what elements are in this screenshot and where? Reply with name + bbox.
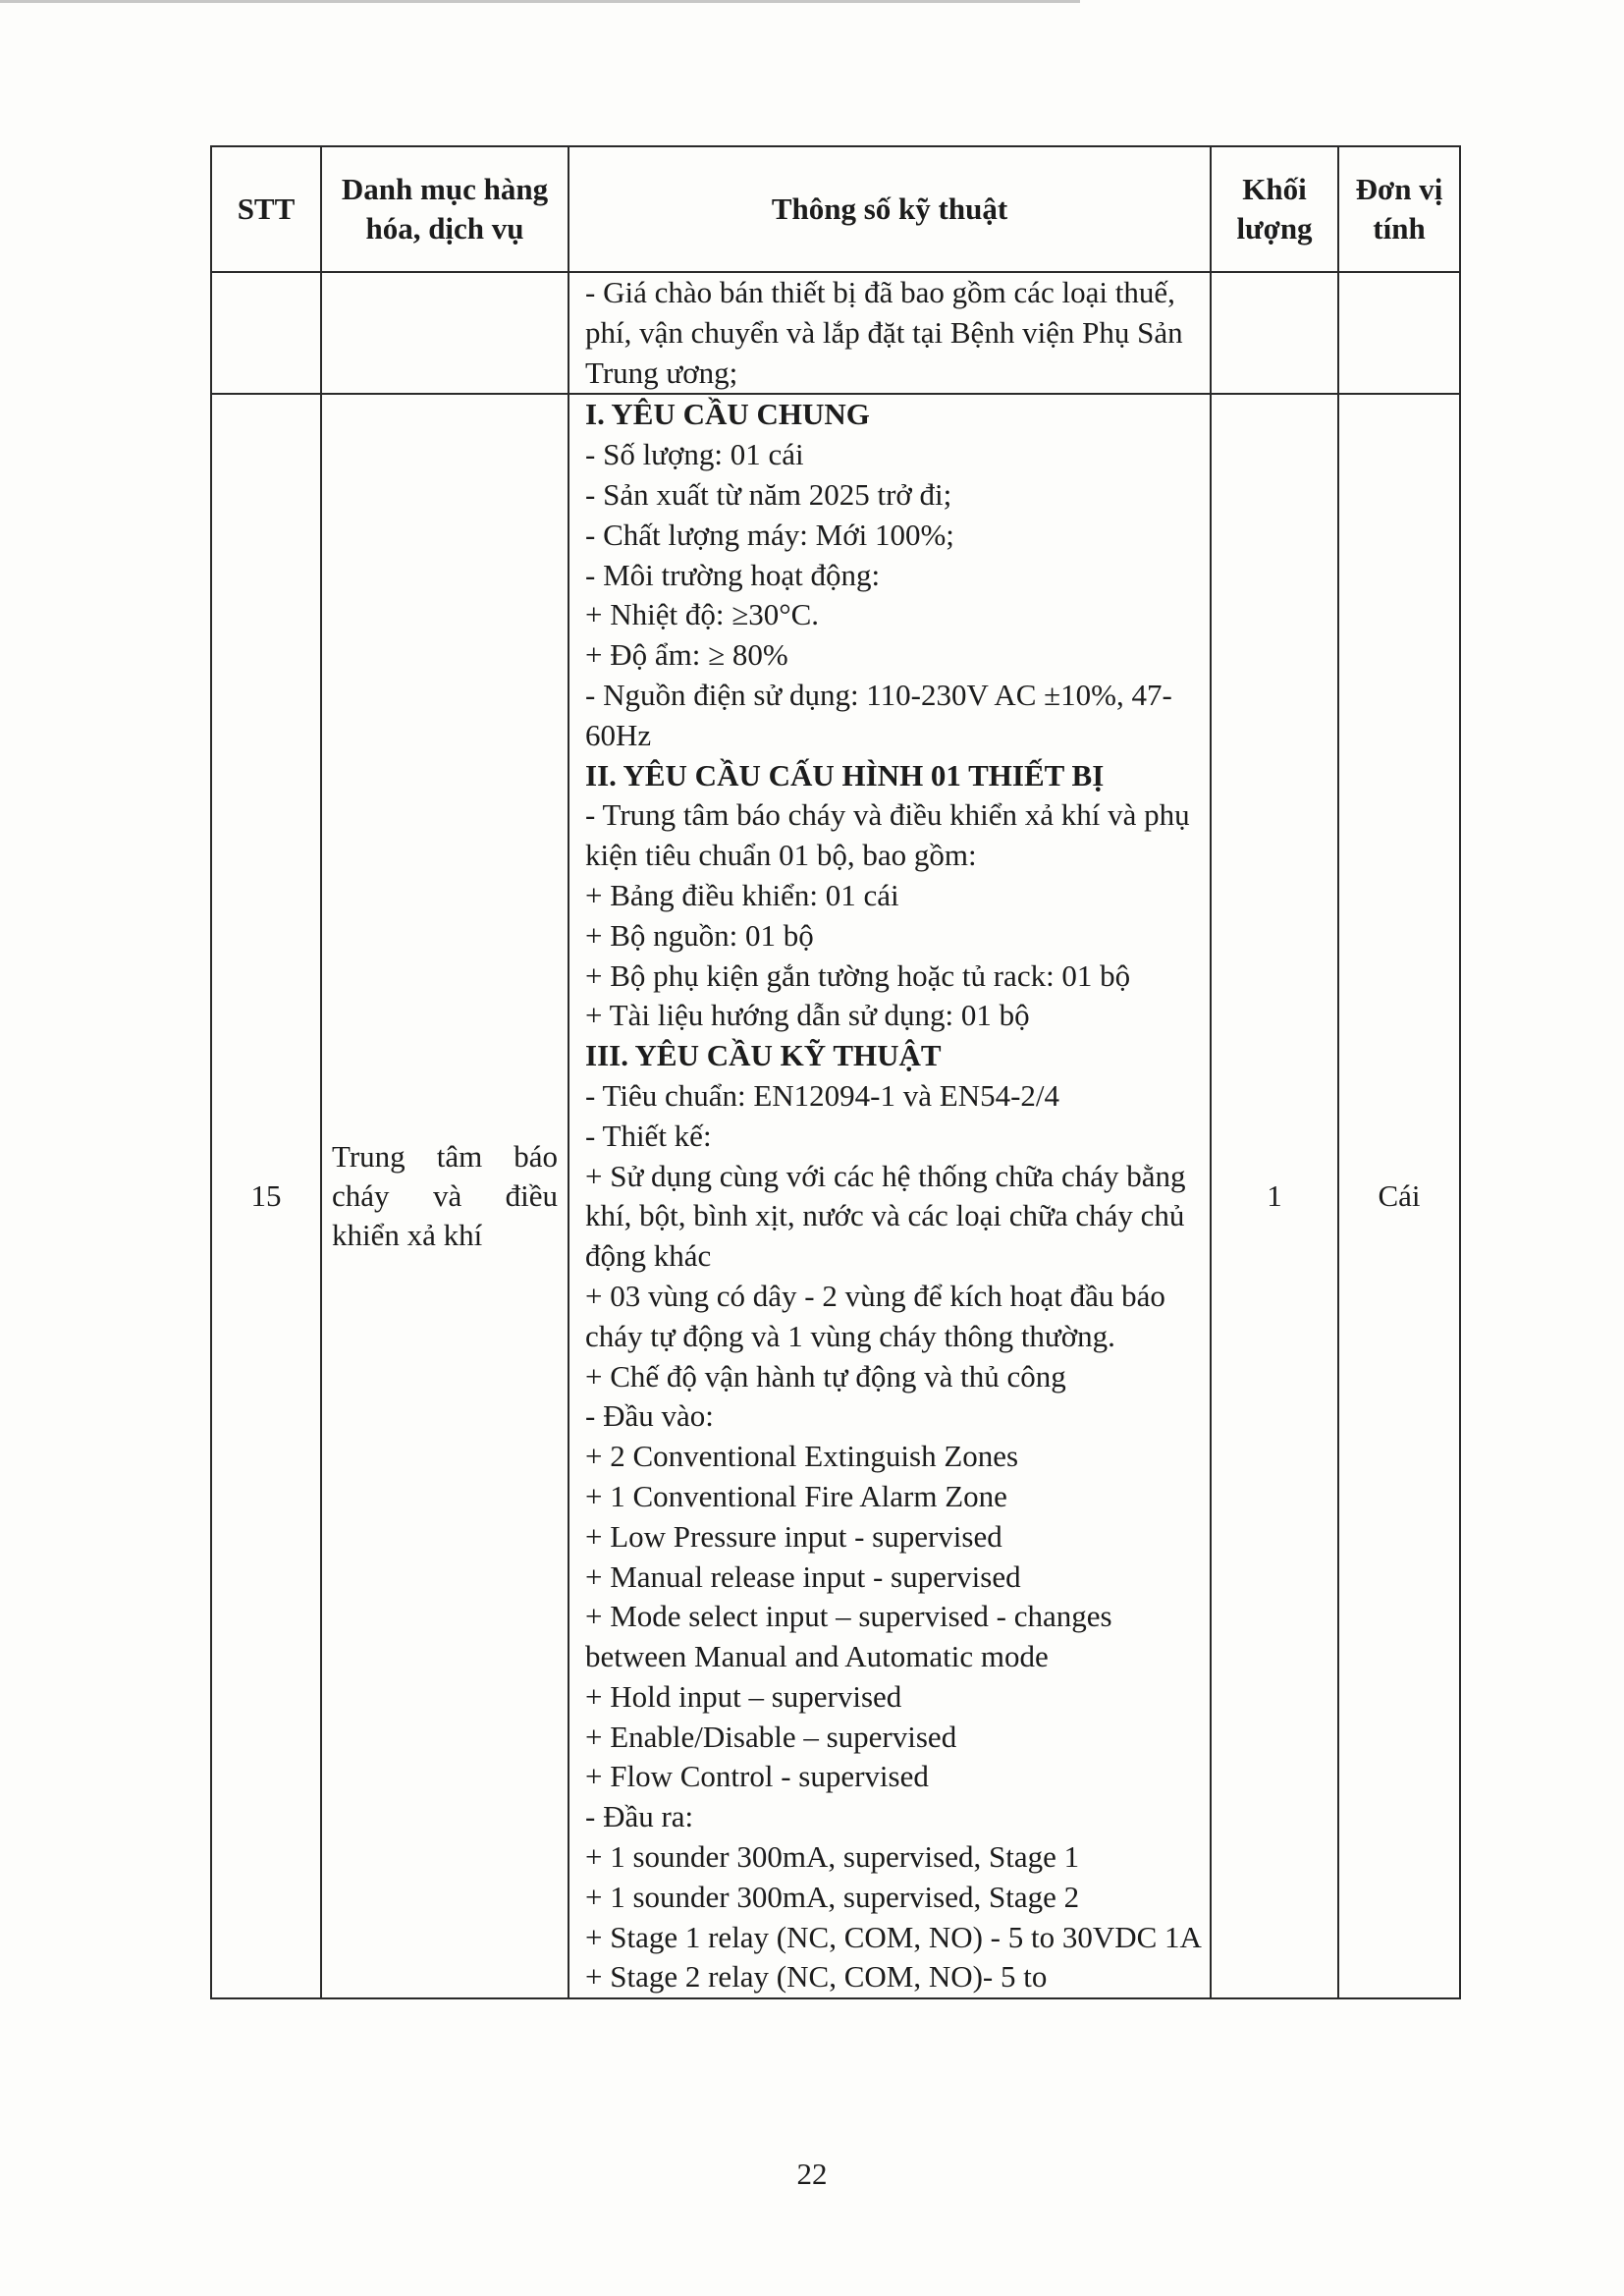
spec-line: + Nhiệt độ: ≥30°C.	[585, 597, 820, 632]
scan-edge-line	[0, 0, 1080, 3]
row-spec-cell	[568, 394, 1211, 1998]
header-unit: Đơn vị tính	[1338, 146, 1460, 272]
continuation-row	[211, 272, 1460, 394]
spec-line: - Đầu vào:	[585, 1398, 714, 1434]
spec-line: - Số lượng: 01 cái	[585, 437, 804, 472]
page-number: 22	[796, 2157, 828, 2191]
spec-line: + 1 sounder 300mA, supervised, Stage 1	[585, 1839, 1080, 1875]
cont-unit-cell	[1338, 272, 1460, 394]
spec-line: + 1 sounder 300mA, supervised, Stage 2	[585, 1879, 1080, 1914]
spec-line: + Bộ nguồn: 01 bộ	[585, 917, 814, 953]
cont-stt-cell	[211, 272, 321, 394]
spec-heading: I. YÊU CẦU CHUNG	[585, 397, 870, 432]
spec-line: - Trung tâm báo cháy và điều khiển xả khí và phụ kiện tiêu chuẩn 01 bộ, bao gồm:	[585, 797, 1190, 873]
row-stt: 15	[211, 394, 321, 1998]
spec-line: - Chất lượng máy: Mới 100%;	[585, 517, 954, 552]
spec-line: - Sản xuất từ năm 2025 trở đi;	[585, 476, 952, 512]
spec-line: - Môi trường hoạt động:	[585, 557, 881, 592]
spec-heading: III. YÊU CẦU KỸ THUẬT	[585, 1038, 942, 1073]
spec-heading: II. YÊU CẦU CẤU HÌNH 01 THIẾT BỊ	[585, 757, 1105, 793]
table-header-row	[211, 146, 1460, 272]
header-item: Danh mục hàng hóa, dịch vụ	[321, 146, 568, 272]
spec-line: + Chế độ vận hành tự động và thủ công	[585, 1358, 1066, 1394]
spec-line: - Tiêu chuẩn: EN12094-1 và EN54-2/4	[585, 1077, 1060, 1113]
spec-table	[210, 145, 1461, 1999]
spec-line: + Tài liệu hướng dẫn sử dụng: 01 bộ	[585, 998, 1030, 1033]
spec-line: + 03 vùng có dây - 2 vùng để kích hoạt đầu báo cháy tự động và 1 vùng cháy thông thường.	[585, 1278, 1165, 1353]
spec-line: + 1 Conventional Fire Alarm Zone	[585, 1478, 1007, 1513]
row-unit: Cái	[1338, 394, 1460, 1998]
spec-line: + Bộ phụ kiện gắn tường hoặc tủ rack: 01 bộ	[585, 957, 1131, 993]
header-spec: Thông số kỹ thuật	[568, 146, 1211, 272]
spec-line: + Sử dụng cùng với các hệ thống chữa cháy bằng khí, bột, bình xịt, nước và các loại chữa cháy chủ động khác	[585, 1158, 1186, 1274]
spec-line: + Flow Control - supervised	[585, 1759, 929, 1794]
header-stt: STT	[211, 146, 321, 272]
row-spec-text	[569, 395, 1210, 1997]
spec-line: + Low Pressure input - supervised	[585, 1518, 1002, 1554]
spec-line: - Đầu ra:	[585, 1799, 694, 1834]
spec-line: - Nguồn điện sử dụng: 110-230V AC ±10%, 47-60Hz	[585, 677, 1172, 752]
spec-line: + Hold input – supervised	[585, 1678, 902, 1714]
spec-line: - Giá chào bán thiết bị đã bao gồm các loại thuế, phí, vận chuyển và lắp đặt tại Bệnh viện Phụ Sản Trung ương;	[585, 275, 1183, 390]
cont-qty-cell	[1211, 272, 1338, 394]
spec-line: + Độ ẩm: ≥ 80%	[585, 637, 788, 673]
spec-line: + Manual release input - supervised	[585, 1558, 1021, 1594]
cont-spec-cell	[568, 272, 1211, 394]
spec-line: - Thiết kế:	[585, 1118, 712, 1153]
spec-line: + Stage 2 relay (NC, COM, NO)- 5 to	[585, 1959, 1048, 1995]
row-item-name: Trung tâm báo cháy và điều khiển xả khí	[332, 1139, 558, 1253]
row-qty: 1	[1211, 394, 1338, 1998]
spec-line: + Enable/Disable – supervised	[585, 1719, 957, 1754]
header-qty: Khối lượng	[1211, 146, 1338, 272]
spec-line: + Stage 1 relay (NC, COM, NO) - 5 to 30VDC 1A	[585, 1919, 1202, 1954]
cont-spec-text	[569, 273, 1210, 393]
cont-item-cell	[321, 272, 568, 394]
spec-line: + Mode select input – supervised - changes between Manual and Automatic mode	[585, 1599, 1112, 1674]
spec-line: + Bảng điều khiển: 01 cái	[585, 877, 899, 912]
spec-line: + 2 Conventional Extinguish Zones	[585, 1439, 1019, 1474]
row-item-cell	[321, 394, 568, 1998]
table-row	[211, 394, 1460, 1998]
